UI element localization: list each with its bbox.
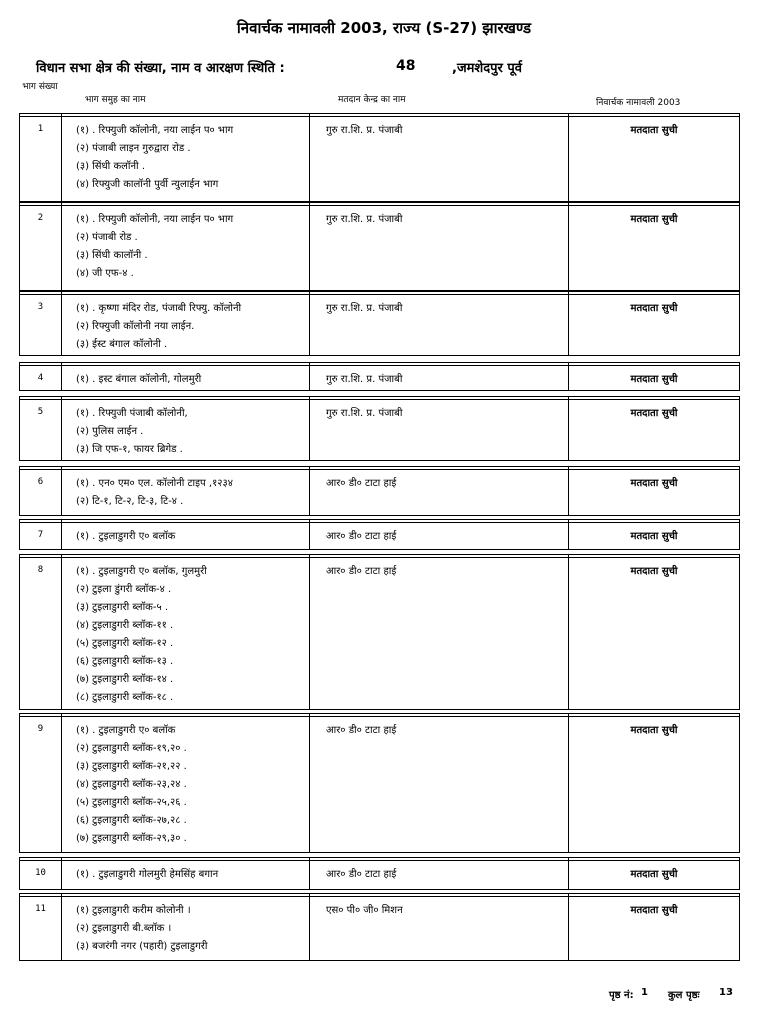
- group-name-line: (३) सिंधी कलॉनी .: [76, 161, 145, 172]
- polling-center-name: आर० डी० टाटा हाई: [310, 714, 569, 852]
- group-names: [62, 292, 310, 355]
- part-number: 1: [20, 114, 62, 201]
- part-number: 3: [20, 292, 62, 355]
- group-names: [62, 363, 310, 390]
- polling-center-name: एस० पी० जी० मिशन: [310, 894, 569, 960]
- group-name-line: (१) . इस्ट बंगाल कॉलोनी, गोलमुरी: [76, 374, 202, 385]
- part-number: 5: [20, 397, 62, 460]
- group-name-line: (६) टुइलाडुगरी ब्लॉक-२७,२८ .: [76, 815, 187, 826]
- polling-center-name: गुरु रा.शि. प्र. पंजाबी: [310, 203, 569, 290]
- total-pages-label: कुल पृष्ठः: [668, 990, 700, 1001]
- electoral-roll-label: मतदाता सुची: [630, 125, 678, 136]
- group-name-line: (४) रिफ्युजी कालॉनी पुर्वी न्युलाईन भाग: [76, 179, 219, 190]
- page-number: 1: [641, 987, 648, 998]
- table-row: [19, 713, 740, 853]
- polling-center-name: गुरु रा.शि. प्र. पंजाबी: [310, 397, 569, 460]
- header-group-name: भाग समुह का नाम: [85, 95, 146, 105]
- part-number: 11: [20, 894, 62, 960]
- polling-center-name: गुरु रा.शि. प्र. पंजाबी: [310, 292, 569, 355]
- part-number: 7: [20, 520, 62, 549]
- table-row: [19, 893, 740, 961]
- constituency-number: 48: [396, 58, 416, 74]
- electoral-roll-label: मतदाता सुची: [630, 531, 678, 542]
- group-names: [62, 467, 310, 515]
- group-names: [62, 858, 310, 889]
- group-name-line: (३) टुइलाडुगरी ब्लॉक-२१,२२ .: [76, 761, 187, 772]
- group-name-line: (१) . टुइलाडुगरी गोलमुरी हेमसिंह बगान: [76, 869, 219, 880]
- group-names: [62, 520, 310, 549]
- part-number: 2: [20, 203, 62, 290]
- group-name-line: (१) . एन० एम० एल. कॉलोनी टाइप ,१२३४: [76, 478, 233, 489]
- group-name-line: (१) टुइलाडुगरी करीम कोलोनी ।: [76, 905, 191, 916]
- group-name-line: (२) रिफ्युजी कॉलोनी नया लाईन.: [76, 321, 195, 332]
- group-name-line: (३) ईस्ट बंगाल कॉलोनी .: [76, 339, 168, 350]
- header-electoral-roll: निवार्चक नामावली 2003: [596, 98, 681, 108]
- page-number-label: पृष्ठ नं:: [609, 990, 634, 1001]
- total-pages: 13: [719, 987, 733, 998]
- group-name-line: (२) टुइला डुंगरी ब्लॉक-४ .: [76, 584, 172, 595]
- group-name-line: (५) टुइलाडुगरी ब्लॉक-२५,२६ .: [76, 797, 187, 808]
- electoral-roll-label: मतदाता सुची: [630, 566, 678, 577]
- polling-center-name: आर० डी० टाटा हाई: [310, 858, 569, 889]
- table-row: [19, 519, 740, 550]
- group-name-line: (१) . रिफ्युजी पंजाबी कॉलोनी,: [76, 408, 188, 419]
- electoral-roll-label: मतदाता सुची: [630, 478, 678, 489]
- part-number: 8: [20, 555, 62, 709]
- table-row: [19, 396, 740, 461]
- table-row: [19, 554, 740, 710]
- electoral-roll-label: मतदाता सुची: [630, 374, 678, 385]
- header-part-number: भाग संख्या: [22, 82, 58, 92]
- group-name-line: (२) पंजाबी रोड .: [76, 232, 138, 243]
- group-names: [62, 397, 310, 460]
- group-name-line: (३) बजरंगी नगर (पहारी) टुइलाडुगरी: [76, 941, 208, 952]
- group-names: [62, 714, 310, 852]
- electoral-roll-label: मतदाता सुची: [630, 303, 678, 314]
- polling-center-name: आर० डी० टाटा हाई: [310, 520, 569, 549]
- group-name-line: (१) . रिफ्युजी कॉलोनी, नया लाईन प० भाग: [76, 125, 234, 136]
- constituency-name: ,जमशेदपुर पूर्व: [452, 61, 522, 76]
- electoral-roll-label: मतदाता सुची: [630, 408, 678, 419]
- table-row: [19, 466, 740, 516]
- group-name-line: (३) टुइलाडुगरी ब्लॉक-५ .: [76, 602, 169, 613]
- group-name-line: (३) सिंधी कालॉनी .: [76, 250, 148, 261]
- group-name-line: (२) पंजाबी लाइन गुरुद्वारा रोड .: [76, 143, 191, 154]
- group-name-line: (५) टुइलाडुगरी ब्लॉक-१२ .: [76, 638, 174, 649]
- group-name-line: (२) टुइलाडुगरी बी.ब्लॉक ।: [76, 923, 172, 934]
- polling-center-name: गुरु रा.शि. प्र. पंजाबी: [310, 114, 569, 201]
- table-row: [19, 362, 740, 391]
- polling-center-name: आर० डी० टाटा हाई: [310, 467, 569, 515]
- part-number: 9: [20, 714, 62, 852]
- table-row: [19, 291, 740, 356]
- group-names: [62, 203, 310, 290]
- group-names: [62, 555, 310, 709]
- group-name-line: (१) . टुइलाडुगरी ए० बलॉक, गुलमुरी: [76, 566, 207, 577]
- table-row: [19, 113, 740, 202]
- group-name-line: (१) . टुइलाडुगरी ए० बलॉक: [76, 531, 176, 542]
- group-name-line: (७) टुइलाडुगरी ब्लॉक-२९,३० .: [76, 833, 187, 844]
- electoral-roll-label: मतदाता सुची: [630, 725, 678, 736]
- table-row: [19, 202, 740, 291]
- part-number: 6: [20, 467, 62, 515]
- table-row: [19, 857, 740, 890]
- header-polling-center: मतदान केन्द्र का नाम: [338, 95, 406, 105]
- group-names: [62, 114, 310, 201]
- group-name-line: (४) जी एफ-४ .: [76, 268, 134, 279]
- polling-center-name: आर० डी० टाटा हाई: [310, 555, 569, 709]
- group-name-line: (१) . कृष्णा मंदिर रोड, पंजाबी रिफ्यु. कॉलोनी: [76, 303, 242, 314]
- page-title: निवार्चक नामावली 2003, राज्य (S-27) झारखण्ड: [236, 19, 532, 37]
- electoral-roll-label: मतदाता सुची: [630, 214, 678, 225]
- group-name-line: (१) . टुइलाडुगरी ए० बलॉक: [76, 725, 176, 736]
- group-name-line: (४) टुइलाडुगरी ब्लॉक-२३,२४ .: [76, 779, 187, 790]
- group-name-line: (८) टुइलाडुगरी ब्लॉक-१८ .: [76, 692, 174, 703]
- constituency-label: विधान सभा क्षेत्र की संख्या, नाम व आरक्षण स्थिति :: [36, 61, 285, 76]
- group-name-line: (६) टुइलाडुगरी ब्लॉक-१३ .: [76, 656, 174, 667]
- polling-center-name: गुरु रा.शि. प्र. पंजाबी: [310, 363, 569, 390]
- group-name-line: (१) . रिफ्युजी कॉलोनी, नया लाईन प० भाग: [76, 214, 234, 225]
- part-number: 4: [20, 363, 62, 390]
- group-name-line: (२) टि-१, टि-२, टि-३, टि-४ .: [76, 496, 184, 507]
- electoral-roll-label: मतदाता सुची: [630, 869, 678, 880]
- group-name-line: (२) टुइलाडुगरी ब्लॉक-१९,२० .: [76, 743, 187, 754]
- group-names: [62, 894, 310, 960]
- group-name-line: (७) टुइलाडुगरी ब्लॉक-१४ .: [76, 674, 174, 685]
- part-number: 10: [20, 858, 62, 889]
- electoral-roll-label: मतदाता सुची: [630, 905, 678, 916]
- group-name-line: (४) टुइलाडुगरी ब्लॉक-११ .: [76, 620, 174, 631]
- group-name-line: (३) जि एफ-१, फायर ब्रिगेड .: [76, 444, 183, 455]
- group-name-line: (२) पुलिस लाईन .: [76, 426, 144, 437]
